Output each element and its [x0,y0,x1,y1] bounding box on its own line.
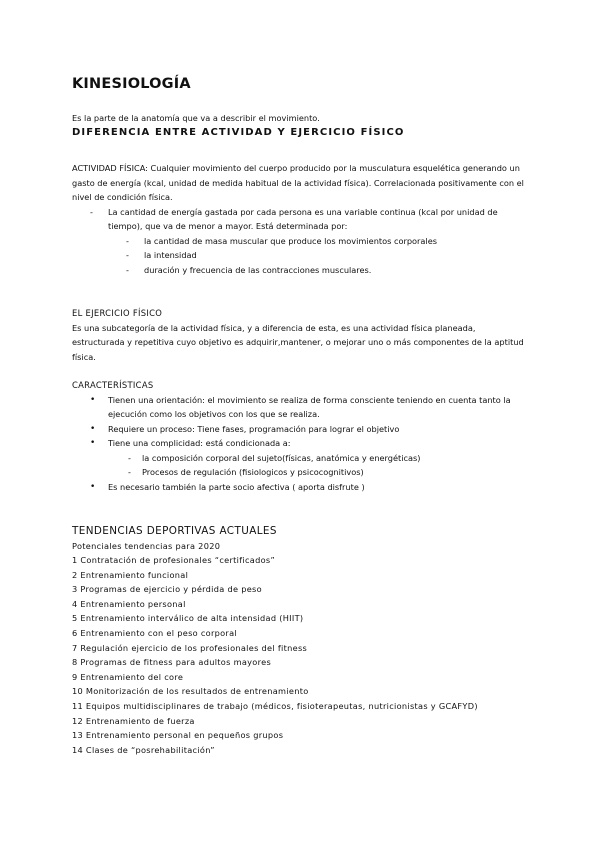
list-item: • Requiere un proceso: Tiene fases, programación para lograr el objetivo [72,422,526,437]
list-item: - Procesos de regulación (fisiologicos y psicocognitivos) [72,465,526,480]
tendencias-subheading: Potenciales tendencias para 2020 [72,540,221,551]
list-item: - la cantidad de masa muscular que produce los movimientos corporales [72,234,526,249]
list-item: 6 Entrenamiento con el peso corporal [72,628,237,639]
actividad-point: - La cantidad de energía gastada por cada persona es una variable continua (kcal por unidad de tiempo), que va de menor a mayor. Está determinada por: [72,205,526,234]
list-item: 2 Entrenamiento funcional [72,569,189,580]
list-item [72,436,526,480]
section-subtitle: DIFERENCIA ENTRE ACTIVIDAD Y EJERCICIO FÍSICO [72,127,405,138]
list-item: 13 Entrenamiento personal en pequeños grupos [72,730,284,741]
list-item: 5 Entrenamiento interválico de alta intensidad (HIIT) [72,613,304,624]
list-item: 7 Regulación ejercicio de los profesionales del fitness [72,642,308,653]
caracteristicas-sublist [108,451,526,480]
list-item: - duración y frecuencia de las contracciones musculares. [72,263,526,278]
page-title: KINESIOLOGÍA [72,76,191,92]
caracteristicas-list [72,393,526,495]
actividad-paragraph: ACTIVIDAD FÍSICA: Cualquier movimiento del cuerpo producido por la musculatura esquelética generando un gasto de energía (kcal, unidad de medida habitual de la actividad física). Correlacionada positivamente con el nivel de condición física. [72,163,524,202]
ejercicio-section [72,306,526,364]
caracteristicas-section [72,378,526,494]
tendencias-section [72,524,526,757]
list-item: • Es necesario también la parte socio afectiva ( aporta disfrute ) [72,480,526,495]
list-item: 11 Equipos multidisciplinares de trabajo (médicos, fisioterapeutas, nutricionistas y GCAFYD) [72,701,478,712]
list-item: 1 Contratación de profesionales “certificados” [72,555,276,566]
list-item: - la composición corporal del sujeto(físicas, anatómica y energéticas) [72,451,526,466]
list-item: 8 Programas de fitness para adultos mayores [72,657,272,668]
ejercicio-paragraph: Es una subcategoría de la actividad física, y a diferencia de esta, es una actividad física planeada, estructurada y repetitiva cuyo objetivo es adquirir,mantener, o mejorar uno o más componentes de la aptitud física. [72,322,524,362]
ejercicio-heading: EL EJERCICIO FÍSICO [72,308,163,318]
list-item: 9 Entrenamiento del core [72,671,184,682]
caracteristicas-heading: CARACTERÍSTICAS [72,380,154,390]
actividad-subpoints [72,234,526,278]
intro-text: Es la parte de la anatomía que va a describir el movimiento. [72,113,320,123]
tendencias-heading: TENDENCIAS DEPORTIVAS ACTUALES [72,525,277,537]
list-item: • Tienen una orientación: el movimiento se realiza de forma consciente teniendo en cuenta tanto la ejecución como los objetivos con los que se realiza. [72,393,526,422]
list-item: 4 Entrenamiento personal [72,598,186,609]
list-item: 3 Programas de ejercicio y pérdida de peso [72,584,262,595]
list-item: 12 Entrenamiento de fuerza [72,715,195,726]
actividad-dash-list [72,205,526,234]
list-item: 14 Clases de “posrehabilitación” [72,744,215,755]
actividad-section [72,161,526,277]
list-item: 10 Monitorización de los resultados de entrenamiento [72,686,309,697]
tendencias-list [72,553,526,757]
list-item-label: Tiene una complicidad: está condicionada a: [108,438,291,448]
list-item: - la intensidad [72,248,526,263]
